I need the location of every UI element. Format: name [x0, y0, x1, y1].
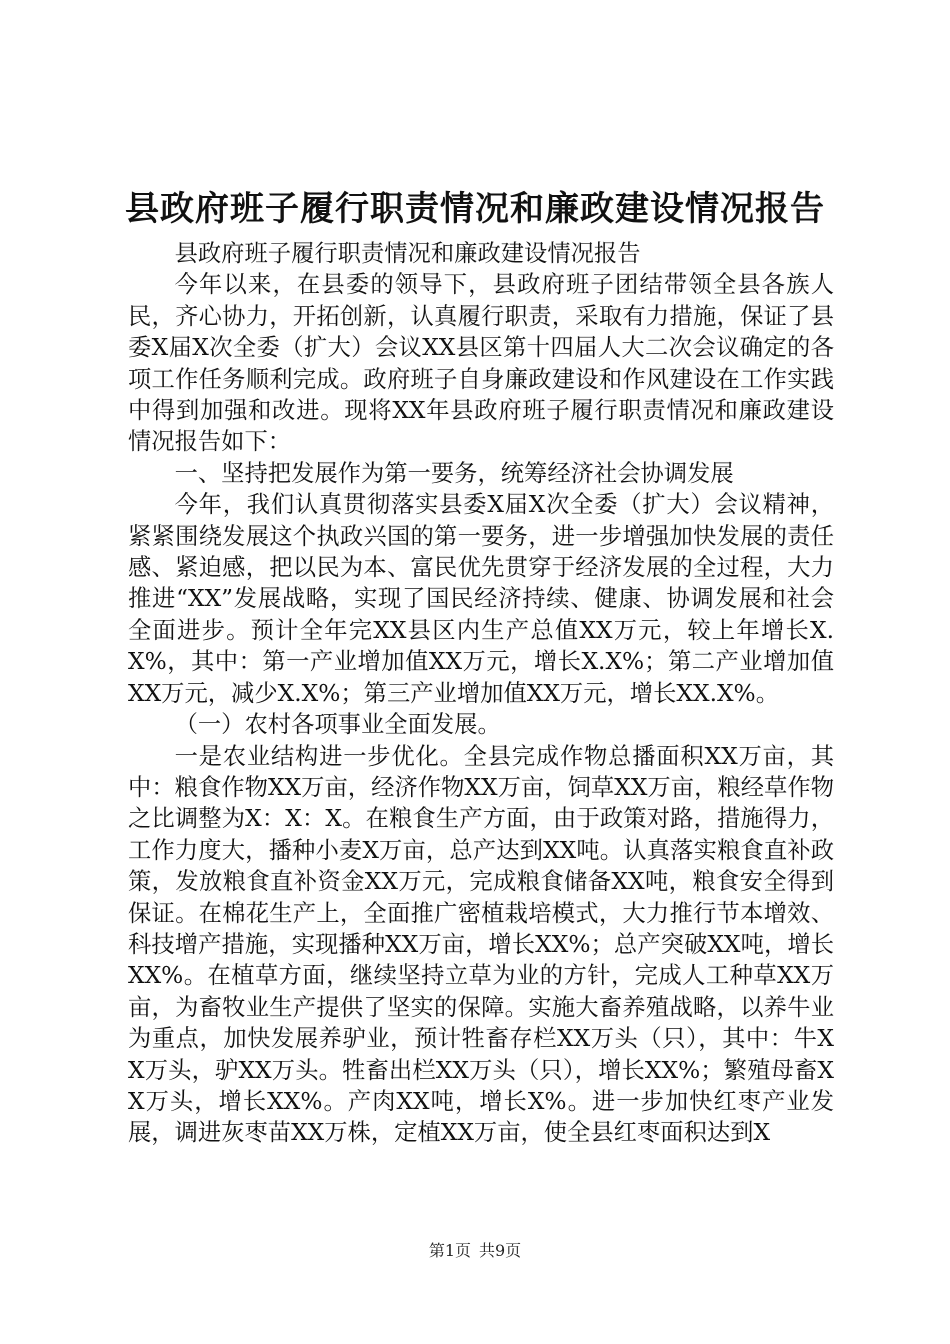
page-footer — [0, 1240, 950, 1262]
subtitle-paragraph: 县政府班子履行职责情况和廉政建设情况报告 — [174, 240, 641, 267]
body-paragraph: 今年，我们认真贯彻落实县委X届X次全委（扩大）会议精神，紧紧围绕发展这个执政兴国的第一要务，进一步增强加快发展的责任感、紧迫感，把以民为本、富民优先贯穿于经济发展的全过程，大力推进“XX”发展战略，实现了国民经济持续、健康、协调发展和社会全面进步。预计全年完XX县区内生产总值XX万元，较上年增长X.X%，其中：第一产业增加值XX万元，增长X.X%；第二产业增加值XX万元，减少X.X%；第三产业增加值XX万元，增长XX.X%。 — [128, 491, 834, 707]
document-body — [128, 238, 834, 1149]
document-title: 县政府班子履行职责情况和廉政建设情况报告 — [125, 189, 825, 229]
section-heading: 一、坚持把发展作为第一要务，统筹经济社会协调发展 — [174, 459, 734, 487]
body-paragraph: 一是农业结构进一步优化。全县完成作物总播面积XX万亩，其中：粮食作物XX万亩，经济作物XX万亩，饲草XX万亩，粮经草作物之比调整为X：X：X。在粮食生产方面，由于政策对路，措施得力，工作力度大，播种小麦X万亩，总产达到XX吨。认真落实粮食直补政策，发放粮食直补资金XX万元，完成粮食储备XX吨，粮食安全得到保证。在棉花生产上，全面推广密植栽培模式，大力推行节本增效、科技增产措施，实现播种XX万亩，增长XX%；总产突破XX吨，增长XX%。在植草方面，继续坚持立草为业的方针，完成人工种草XX万亩，为畜牧业生产提供了坚实的保障。实施大畜养殖战略，以养牛业为重点，加快发展养驴业，预计牲畜存栏XX万头（只），其中：牛XX万头，驴XX万头。牲畜出栏XX万头（只），增长XX%；繁殖母畜XX万头，增长XX%。产肉XX吨，增长X%。进一步加快红枣产业发展，调进灰枣苗XX万株，定植XX万亩，使全县红枣面积达到X — [128, 742, 834, 1147]
intro-paragraph: 今年以来，在县委的领导下，县政府班子团结带领全县各族人民，齐心协力，开拓创新，认真履行职责，采取有力措施，保证了县委X届X次全委（扩大）会议XX县区第十四届人大二次会议确定的各项工作任务顺利完成。政府班子自身廉政建设和作风建设在工作实践中得到加强和改进。现将XX年县政府班子履行职责情况和廉政建设情况报告如下： — [128, 271, 834, 456]
subsection-heading: （一）农村各项事业全面发展。 — [174, 711, 501, 739]
page-total: 共9页 — [479, 1241, 522, 1260]
page-number: 第1页 — [428, 1241, 471, 1260]
